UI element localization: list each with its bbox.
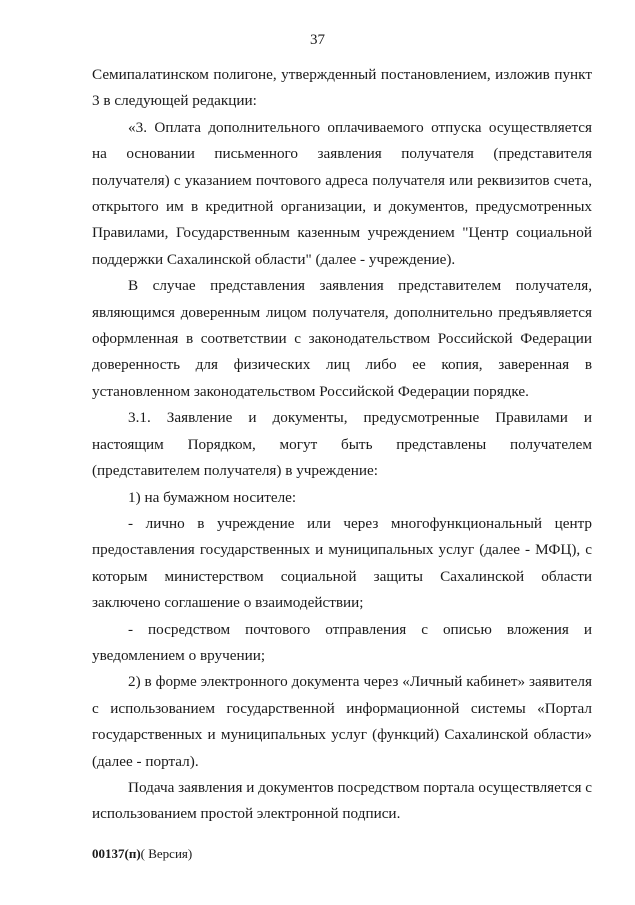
paragraph-paper-medium: 1) на бумажном носителе: [128,488,297,506]
paragraph-representative: В случае представления заявления представителем получателя, являющимся доверенным лицом получателя, дополнительно предъявляется оформленная в соответствии с законодательством Российской Федерации доверенность для физических лиц либо ее копия, заверенная в установленном законодательством Российской Федерации порядке. [92,277,592,400]
paragraph-signature: Подача заявления и документов посредством портала осуществляется с использованием простой электронной подписи. [92,778,592,823]
paragraph-electronic: 2) в форме электронного документа через «Личный кабинет» заявителя с использованием государственной информационной системы «Портал государственных и муниципальных услуг (функций) Сахалинской области» (далее - портал). [92,673,592,770]
paragraph-in-person: - лично в учреждение или через многофункциональный центр предоставления государственных и муниципальных услуг (далее - МФЦ), с которым министерством социальной защиты Сахалинской области заключено соглашение о взаимодействии; [92,514,592,612]
footer-code: 00137(п) [92,846,141,861]
footer-version: ( Версия) [140,846,193,861]
document-footer-code [92,846,192,862]
paragraph-intro: Семипалатинском полигоне, утвержденный постановлением, изложив пункт 3 в следующей редакции: [92,66,592,110]
page-number: 37 [310,32,325,48]
paragraph-payment-basis: «3. Оплата дополнительного оплачиваемого отпуска осуществляется на основании письменного заявления получателя (представителя получателя) с указанием почтового адреса получателя или реквизитов счета, открытого им в кредитной организации, и документов, предусмотренных Правилами, Государственным казенным учреждением "Центр социальной поддержки Сахалинской области" (далее - учреждение). [92,118,592,268]
paragraph-3-1: 3.1. Заявление и документы, предусмотренные Правилами и настоящим Порядком, могут быть представлены получателем (представителем получателя) в учреждение: [92,409,592,480]
paragraph-by-mail: - посредством почтового отправления с описью вложения и уведомлением о вручении; [92,620,592,664]
document-body [92,62,592,828]
